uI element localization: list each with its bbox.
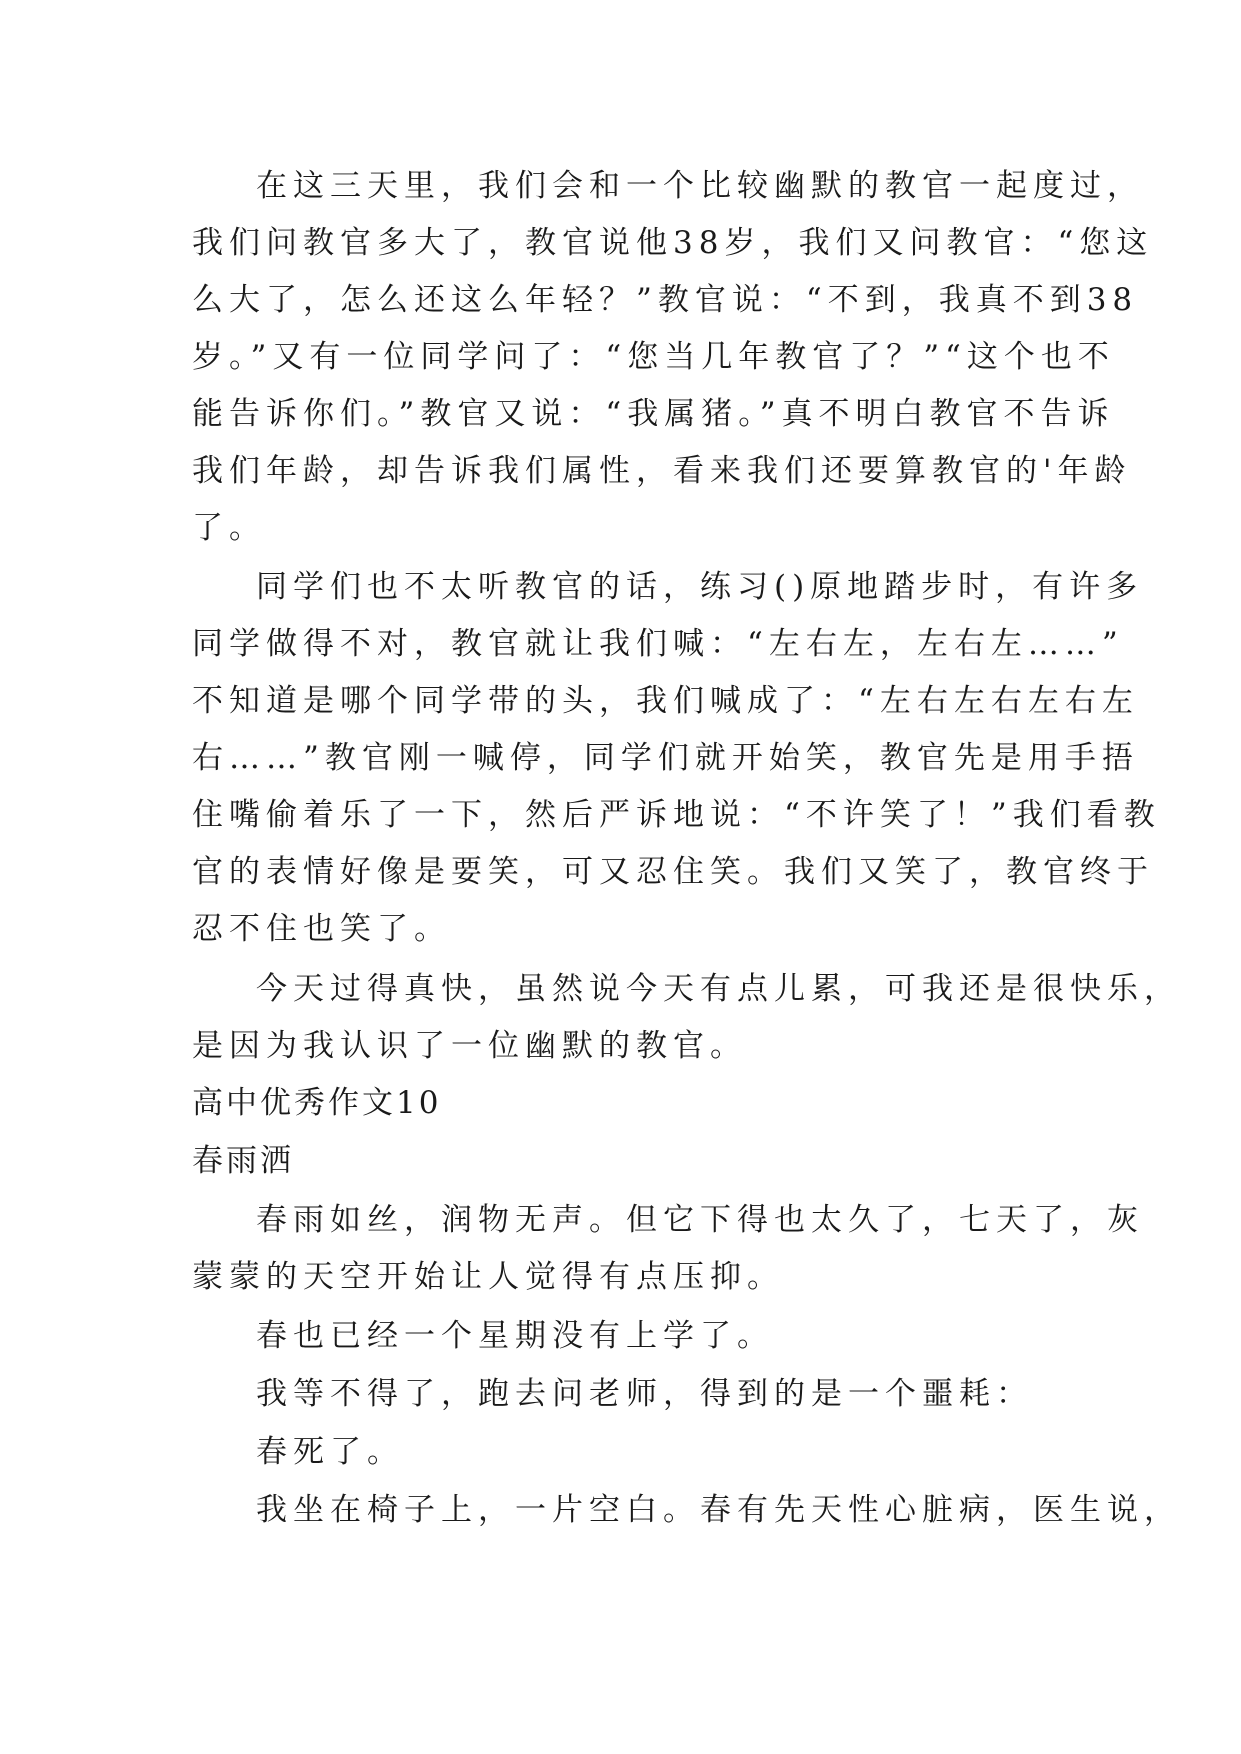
paragraph-line: 官的表情好像是要笑，可又忍住笑。我们又笑了，教官终于 [192,854,1154,890]
paragraph-line: 是因为我认识了一位幽默的教官。 [192,1028,747,1064]
paragraph-line: 春也已经一个星期没有上学了。 [256,1318,774,1354]
paragraph-line: 今天过得真快，虽然说今天有点儿累，可我还是很快乐， [256,971,1181,1007]
paragraph-line: 忍不住也笑了。 [192,911,451,947]
paragraph-line: 蒙蒙的天空开始让人觉得有点压抑。 [192,1259,784,1295]
paragraph-line: 住嘴偷着乐了一下，然后严诉地说：“不许笑了！”我们看教 [192,797,1161,833]
paragraph-line: 不知道是哪个同学带的头，我们喊成了：“左右左右左右左 [192,683,1139,719]
paragraph-line: 能告诉你们。”教官又说：“我属猪。”真不明白教官不告诉 [192,396,1115,432]
paragraph-line: 右……”教官刚一喊停，同学们就开始笑，教官先是用手捂 [192,740,1139,776]
paragraph-line: 我们年龄，却告诉我们属性，看来我们还要算教官的'年龄 [192,453,1132,489]
paragraph-line: 了。 [192,510,266,546]
paragraph-line: 我等不得了，跑去问老师，得到的是一个噩耗： [256,1376,1033,1412]
paragraph-line: 岁。”又有一位同学问了：“您当几年教官了？”“这个也不 [192,339,1115,375]
essay-title: 春雨洒 [192,1143,294,1179]
paragraph-line: 我们问教官多大了，教官说他38岁，我们又问教官：“您这 [192,225,1154,261]
paragraph-line: 我坐在椅子上，一片空白。春有先天性心脏病，医生说， [256,1492,1181,1528]
paragraph-line: 同学们也不太听教官的话，练习()原地踏步时，有许多 [256,569,1144,605]
paragraph-line: 春死了。 [256,1434,404,1470]
paragraph-line: 在这三天里，我们会和一个比较幽默的教官一起度过， [256,168,1144,204]
paragraph-line: 春雨如丝，润物无声。但它下得也太久了，七天了，灰 [256,1202,1144,1238]
paragraph-line: 么大了，怎么还这么年轻？”教官说：“不到，我真不到38 [192,282,1139,318]
paragraph-line: 同学做得不对，教官就让我们喊：“左右左，左右左……” [192,626,1124,662]
section-title: 高中优秀作文10 [192,1085,442,1121]
